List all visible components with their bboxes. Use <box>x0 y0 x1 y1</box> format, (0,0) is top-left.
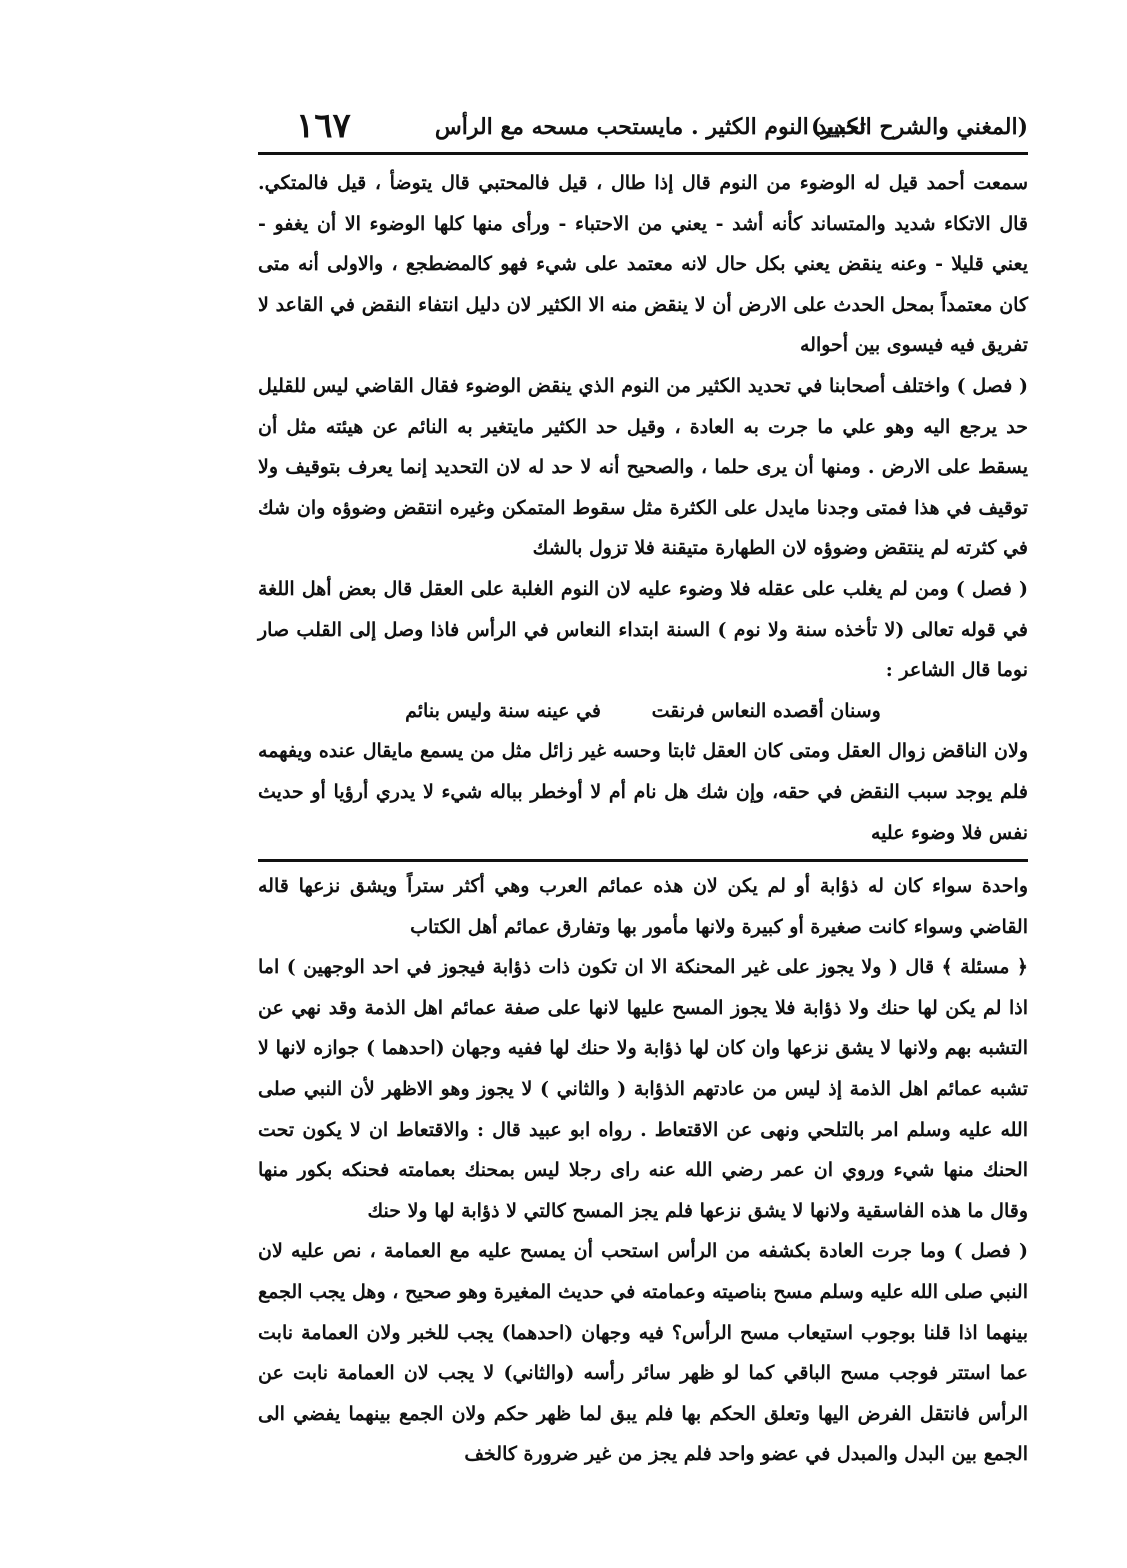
book-title: (المغني والشرح الكبير) <box>810 114 1028 140</box>
book-page <box>258 96 1028 1516</box>
verse-first-hemistich: وسنان أقصده النعاس فرنقت <box>651 699 881 722</box>
commentary-paragraph-3: ( فصل ) وما جرت العادة بكشفه من الرأس استحب أن يمسح عليه مع العمامة ، نص عليه لان النبي صلى الله عليه وسلم مسح بناصيته وعمامته في حديث المغيرة وهو صحيح ، وهل يجب الجمع بينهما اذا قلنا بوجوب استيعاب مسح الرأس؟ فيه وجهان (احدهما) يجب للخبر ولان العمامة نابت عما استتر فوجب مسح الباقي كما لو ظهر سائر رأسه (والثاني) لا يجب لان العمامة نابت عن الرأس فانتقل الفرض اليها وتعلق الحكم بها فلم يبق لما ظهر حكم ولان الجمع بينهما يفضي الى الجمع بين البدل والمبدل في عضو واحد فلم يجز من غير ضرورة كالخف <box>258 1240 1028 1466</box>
verse-second-hemistich: في عينه سنة وليس بنائم <box>405 699 601 722</box>
commentary-paragraph-1: واحدة سواء كان له ذؤابة أو لم يكن لان هذه عمائم العرب وهي أكثر ستراً ويشق نزعها قاله القاضي وسواء كانت صغيرة أو كبيرة ولانها مأمور بها وتفارق عمائم أهل الكتاب <box>258 875 1028 938</box>
main-paragraph-2: ( فصل ) واختلف أصحابنا في تحديد الكثير من النوم الذي ينقض الوضوء فقال القاضي ليس للقليل حد يرجع اليه وهو علي ما جرت به العادة ، وقيل حد الكثير مايتغير به النائم عن هيئته مثل أن يسقط على الارض . ومنها أن يرى حلما ، والصحيح أنه لا حد له لان التحديد إنما يعرف بتوقيف ولا توقيف في هذا فمتى وجدنا مايدل على الكثرة مثل سقوط المتمكن وغيره انتقض وضوؤه وان شك في كثرته لم ينتقض وضوؤه لان الطهارة متيقنة فلا تزول بالشك <box>258 374 1028 560</box>
main-paragraph-3: ( فصل ) ومن لم يغلب على عقله فلا وضوء عليه لان النوم الغلبة على العقل قال بعض أهل اللغة في قوله تعالى (لا تأخذه سنة ولا نوم ) السنة ابتداء النعاس في الرأس فاذا وصل إلى القلب صار نوما قال الشاعر : <box>258 577 1028 682</box>
section-divider <box>258 859 1028 862</box>
page-number: ١٦٧ <box>296 106 351 146</box>
main-paragraph-1: سمعت أحمد قيل له الوضوء من النوم قال إذا طال ، قيل فالمحتبي قال يتوضأ ، قيل فالمتكي. قال الاتكاء شديد والمتساند كأنه أشد - يعني من الاحتباء - ورأى منها كلها الوضوء الا أن يغفو - يعني قليلا - وعنه ينقض يعني بكل حال لانه معتمد على شيء فهو كالمضطجع ، والاولى أنه متى كان معتمداً بمحل الحدث على الارض أن لا ينقض منه الا الكثير لان دليل انتفاء النقض في القاعد لا تفريق فيه فيسوى بين أحواله <box>258 172 1028 357</box>
running-header <box>258 96 1028 155</box>
poetry-verse <box>258 691 1028 732</box>
main-paragraph-4: ولان الناقض زوال العقل ومتى كان العقل ثابتا وحسه غير زائل مثل من يسمع مايقال عنده ويفهمه فلم يوجد سبب النقض في حقه، وإن شك هل نام أم لا أوخطر بباله شيء لا يدري أرؤيا أو حديث نفس فلا وضوء عليه <box>258 740 1028 844</box>
main-text <box>258 163 1028 853</box>
commentary-text <box>258 866 1028 1475</box>
commentary-paragraph-2: ﴿ مسئلة ﴾ قال ( ولا يجوز على غير المحنكة الا ان تكون ذات ذؤابة فيجوز في احد الوجهين ) اما اذا لم يكن لها حنك ولا ذؤابة فلا يجوز المسح عليها لانها على صفة عمائم اهل الذمة وقد نهي عن التشبه بهم ولانها لا يشق نزعها وان كان لها ذؤابة ولا حنك لها ففيه وجهان (احدهما ) جوازه لانها لا تشبه عمائم اهل الذمة إذ ليس من عادتهم الذؤابة ( والثاني ) لا يجوز وهو الاظهر لأن النبي صلى الله عليه وسلم امر بالتلحي ونهى عن الاقتعاط . رواه ابو عبيد قال : والاقتعاط ان لا يكون تحت الحنك منها شيء وروي ان عمر رضي الله عنه راى رجلا ليس بمحنك بعمامته فحنكه بكور منها وقال ما هذه الفاسقية ولانها لا يشق نزعها فلم يجز المسح كالتي لا ذؤابة لها ولا حنك <box>258 956 1028 1222</box>
page-topic: تحديد النوم الكثير . مايستحب مسحه مع الرأس <box>434 114 866 140</box>
